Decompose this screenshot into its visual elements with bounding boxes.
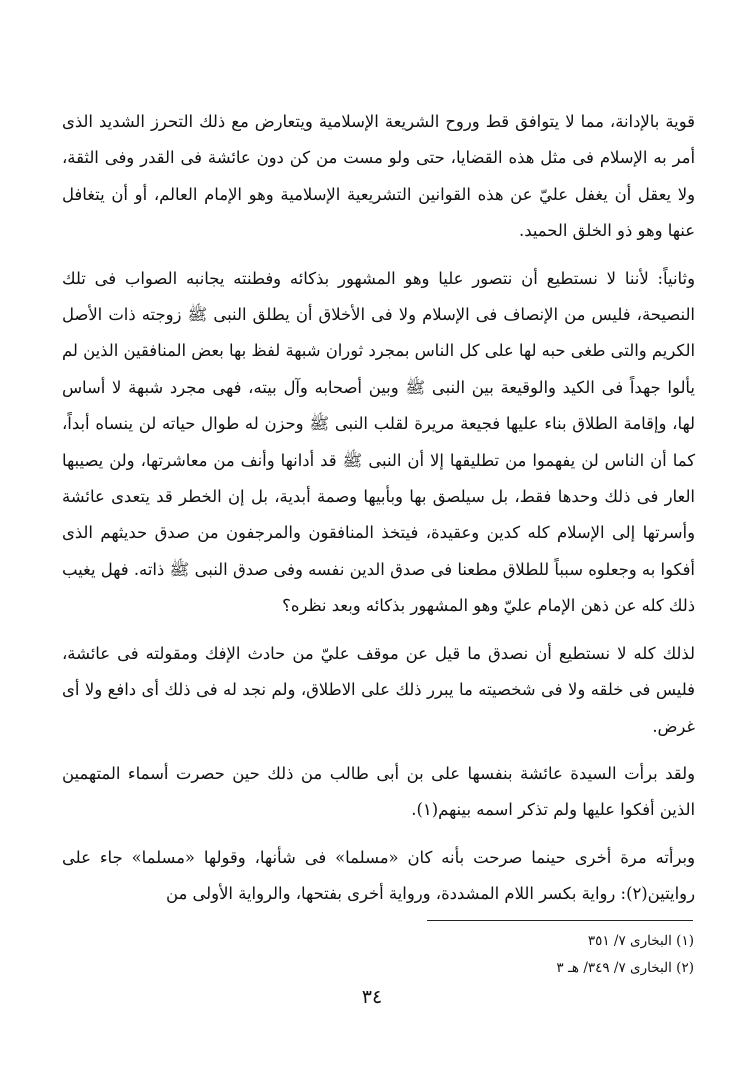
paragraph-4: ولقد برأت السيدة عائشة بنفسها على بن أبى طالب من ذلك حين حصرت أسماء المتهمين الذين أفكوا عليها ولم تذكر اسمه بينهم(١). [62,763,695,820]
footnote-2: (٢) البخارى ٧/ ٣٤٩/ هـ ٣ [556,960,694,976]
paragraph-5: وبرأته مرة أخرى حينما صرحت بأنه كان «مسلما» فى شأنها، وقولها «مسلما» جاء على روايتين(٢): رواية بكسر اللام المشددة، ورواية أخرى بفتحها، والرواية الأولى من [62,847,695,904]
footnote-divider [427,920,693,921]
paragraph-2: وثانياً: لأننا لا نستطيع أن نتصور عليا وهو المشهور بذكائه وفطنته يجانبه الصواب فى تلك النصيحة، فليس من الإنصاف فى الإسلام ولا فى الأخلاق أن يطلق النبى ﷺ زوجته ذات الأصل الكريم والتى طغى حبه لها على كل الناس بمجرد ثوران شبهة لفظ بها بعض المنافقين الذين لم يألوا جهداً فى الكيد والوقيعة بين النبى ﷺ وبين أصحابه وآل بيته، فهى مجرد شبهة لا أساس لها، وإقامة الطلاق بناء عليها فجيعة مريرة لقلب النبى ﷺ وحزن له طوال حياته لن ينساه أبداً، كما أن الناس لن يفهموا من تطليقها إلا أن النبى ﷺ قد أدانها وأنف من معاشرتها، ولن يصيبها العار فى ذلك وحدها فقط، بل سيلصق بها وبأبيها وصمة أبدية، بل إن الخطر قد يتعدى عائشة وأسرتها إلى الإسلام كله كدين وعقيدة، فيتخذ المنافقون والمرجفون من صدق حديثهم الذى أفكوا به وجعلوه سبباً للطلاق مطعنا فى صدق الدين نفسه وفى صدق النبى ﷺ ذاته. فهل يغيب ذلك كله عن ذهن الإمام عليّ وهو المشهور بذكائه وبعد نظره؟ [62,268,695,616]
footnotes [380,928,694,982]
paragraph-3: لذلك كله لا نستطيع أن نصدق ما قيل عن موقف عليّ من حادث الإفك ومقولته فى عائشة، فليس فى خلقه ولا فى شخصيته ما يبرر ذلك على الاطلاق، ولم نجد له فى ذلك أى دافع ولا أى غرض. [62,643,695,736]
footnote-1: (١) البخارى ٧/ ٣٥١ [587,933,694,949]
body-text [62,104,695,913]
page-number: ٣٤ [361,986,383,1008]
paragraph-1: قوية بالإدانة، مما لا يتوافق قط وروح الشريعة الإسلامية ويتعارض مع ذلك التحرز الشديد الذى أمر به الإسلام فى مثل هذه القضايا، حتى ولو مست من كن دون عائشة فى القدر وفى الثقة، ولا يعقل أن يغفل عليّ عن هذه القوانين التشريعية الإسلامية وهو الإمام العالم، أو أن يتغافل عنها وهو ذو الخلق الحميد. [62,112,695,241]
